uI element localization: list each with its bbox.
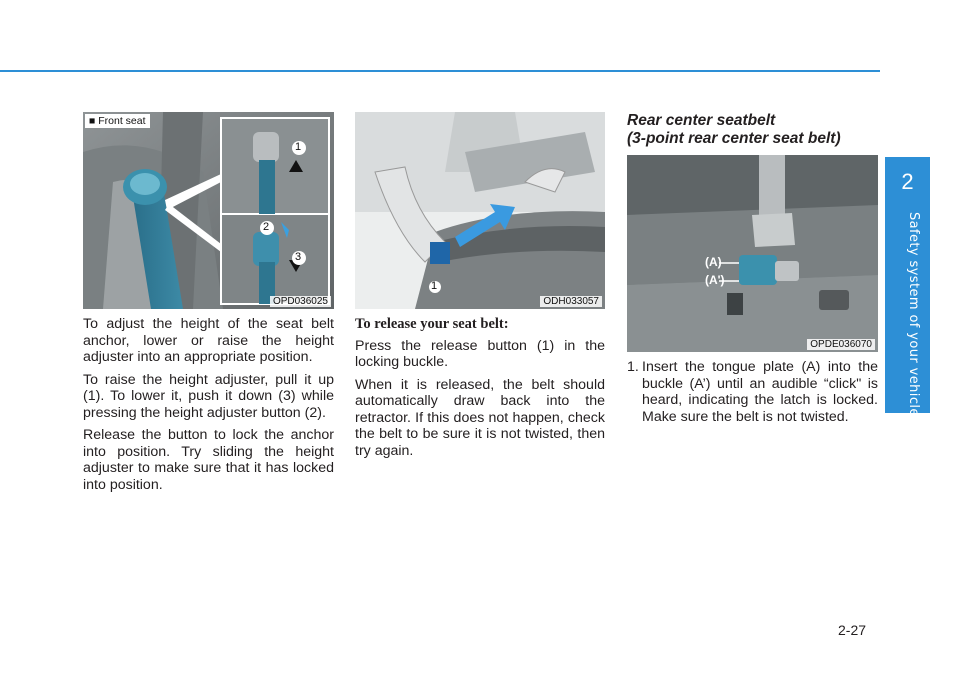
paragraph: To raise the height adjuster, pull it up (1). To lower it, push it down (3) while pressing the height adjuster button (2). <box>83 371 334 421</box>
list-item <box>627 359 878 425</box>
figure-height-adjuster <box>83 112 334 309</box>
figure-code: OPD036025 <box>270 296 331 307</box>
figure-code: OPDE036070 <box>807 339 875 350</box>
callout-3: 3 <box>295 251 302 263</box>
column-release <box>355 316 605 465</box>
front-seat-badge: ■ Front seat <box>85 114 150 128</box>
column-height-adjuster <box>83 316 334 499</box>
release-buckle-illustration <box>355 112 605 309</box>
paragraph: Press the release button (1) in the locking buckle. <box>355 337 605 370</box>
paragraph: Release the button to lock the anchor into position. Try sliding the height adjuster to make sure that it has locked into position. <box>83 427 334 493</box>
chapter-title: Safety system of your vehicle <box>906 212 921 417</box>
heading-line: (3-point rear center seat belt) <box>627 130 841 147</box>
top-rule <box>0 70 880 72</box>
paragraph: When it is released, the belt should automatically draw back into the retractor. If this does not happen, check the belt to be sure it is not twisted, then try again. <box>355 376 605 459</box>
chapter-number: 2 <box>901 169 914 194</box>
figure-code: ODH033057 <box>540 296 602 307</box>
rear-center-heading <box>627 112 887 148</box>
figure-release-buckle <box>355 112 605 309</box>
column-rear-center <box>627 359 878 425</box>
list-text: Insert the tongue plate (A) into the buckle (A’) until an audible “click" is heard, indicating the latch is locked. Make sure the belt is not twisted. <box>642 359 878 425</box>
callout-1: 1 <box>431 280 438 292</box>
heading-line: Rear center seatbelt <box>627 112 776 129</box>
section-heading: To release your seat belt: <box>355 316 509 332</box>
callout-1: 1 <box>295 141 302 153</box>
rear-center-belt-illustration <box>627 155 878 352</box>
figure-rear-center-belt <box>627 155 878 352</box>
label-a-prime: (A') <box>705 273 725 287</box>
list-number: 1. <box>627 359 639 375</box>
chapter-tab[interactable] <box>885 157 930 417</box>
label-a: (A) <box>705 255 722 269</box>
paragraph: To adjust the height of the seat belt anchor, lower or raise the height adjuster into an appropriate position. <box>83 316 334 365</box>
page-number: 2-27 <box>838 622 867 638</box>
callout-2: 2 <box>263 221 270 233</box>
